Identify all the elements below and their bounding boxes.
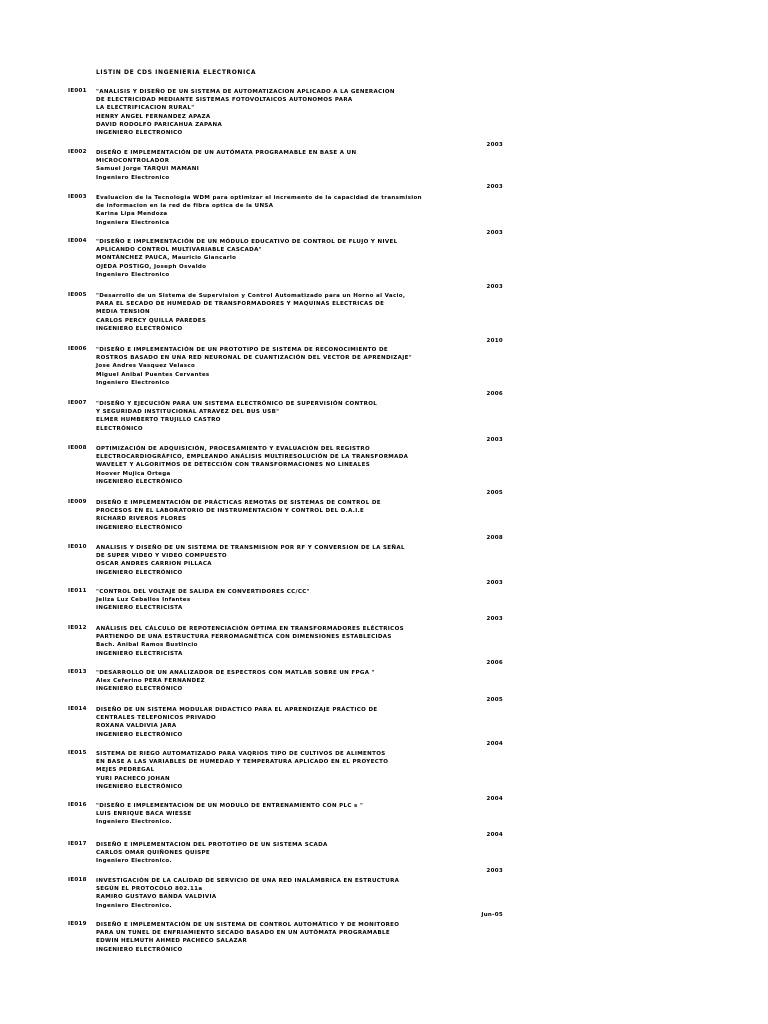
entry-line: PARA EL SECADO DE HUMEDAD DE TRANSFORMADORES Y MAQUINAS ELECTRICAS DE (96, 301, 385, 308)
entry-line: SISTEMA DE RIEGO AUTOMATIZADO PARA VAQRIOS TIPO DE CULTIVOS DE ALIMENTOS (96, 751, 386, 757)
entry-line: PROCESOS EN EL LABORATORIO DE INSTRUMENTACIÓN Y CONTROL DEL D.A.I.E (96, 508, 365, 515)
entry-line: LUIS ENRIQUE BACA WIESSE (96, 811, 192, 818)
entry-line: Hoover Mujica Ortega (96, 470, 171, 477)
entry-line: RICHARD RIVEROS FLORES (96, 516, 187, 523)
entry-code: IE002 (68, 149, 87, 155)
entry-code: IE017 (68, 841, 87, 847)
entry-text (96, 88, 395, 137)
entry-line: "DISEÑO E IMPLEMENTACIÓN DE UN MÓDULO EDUCATIVO DE CONTROL DE FLUJO Y NIVEL (96, 239, 398, 245)
entry-line: INGENIERO ELECTRÓNICO (96, 524, 183, 531)
entry-year: 2003 (486, 184, 503, 190)
entry-line: OPTIMIZACIÓN DE ADQUISICIÓN, PROCESAMIENTO Y EVALUACIÓN DEL REGISTRO (96, 446, 370, 452)
entry-text (96, 238, 397, 279)
entry-text (96, 588, 310, 613)
entry-year: 2003 (486, 868, 503, 874)
entry-line: INGENIERO ELECTRICISTA (96, 650, 183, 657)
entry-text (96, 400, 377, 433)
entry-year: 2003 (486, 616, 503, 622)
entry-year: 2005 (486, 697, 503, 703)
entry-text (96, 292, 405, 333)
entry-code: IE011 (68, 588, 87, 594)
entry-line: DISEÑO E IMPLEMENTACION DEL PROTOTIPO DE UN SISTEMA SCADA (96, 842, 328, 848)
entry-text (96, 544, 405, 577)
document-title: LISTIN DE CDS INGENIERIA ELECTRONICA (96, 69, 257, 76)
entry-text (96, 669, 375, 694)
entry-line: ELMER HUMBERTO TRUJILLO CASTRO (96, 417, 221, 424)
entry-line: ANALISIS Y DISEÑO DE UN SISTEMA DE TRANSMISION POR RF Y CONVERSION DE LA SEÑAL (96, 545, 405, 551)
entry-line: DISEÑO E IMPLEMENTACIÓN DE UN SISTEMA DE CONTROL AUTOMÁTICO Y DE MONITOREO (96, 922, 400, 928)
entry-code: IE013 (68, 669, 87, 675)
entry-text (96, 499, 381, 532)
entry-year: 2004 (486, 796, 503, 802)
entry-line: Ingeniero Electronico. (96, 819, 172, 826)
entry-code: IE007 (68, 400, 87, 406)
entry-line: Alex Ceferino PERA FERNANDEZ (96, 678, 205, 685)
entry-code: IE006 (68, 346, 87, 352)
entry-line: Ingeniera Electronica (96, 219, 170, 226)
entry-code: IE009 (68, 499, 87, 505)
entry-year: 2003 (486, 142, 503, 148)
entry-code: IE003 (68, 194, 87, 200)
entry-line: PARTIENDO DE UNA ESTRUCTURA FERROMAGNÉTICA CON DIMENSIONES ESTABLECIDAS (96, 634, 392, 641)
entry-line: Karina Lipa Mendoza (96, 211, 168, 218)
entry-year: 2010 (486, 338, 503, 344)
entry-code: IE001 (68, 88, 87, 94)
entry-line: CARLOS OMAR QUIÑONES QUISPE (96, 850, 211, 857)
entry-line: "ANALISIS Y DISEÑO DE UN SISTEMA DE AUTOMATIZACION APLICADO A LA GENERACION (96, 89, 395, 95)
entry-line: OJEDA POSTIGO, Joseph Osvaldo (96, 263, 207, 270)
entry-text (96, 841, 328, 866)
entry-line: MONTÁNCHEZ PAUCA, Mauricio Giancarlo (96, 255, 237, 262)
entry-line: INVESTIGACIÓN DE LA CALIDAD DE SERVICIO DE UNA RED INALÁMBRICA EN ESTRUCTURA (96, 878, 400, 884)
entry-code: IE010 (68, 544, 87, 550)
entry-line: WAVELET Y ALGORITMOS DE DETECCIÓN CON TRANSFORMACIONES NO LINEALES (96, 462, 371, 469)
entry-line: INGENIERO ELECTRÓNICO (96, 325, 183, 332)
entry-year: 2005 (486, 490, 503, 496)
entry-line: Evaluacion de la Tecnologia WDM para optimizar el incremento de la capacidad de transmision (96, 195, 422, 201)
entry-line: ROXANA VALDIVIA JARA (96, 723, 177, 730)
entry-line: Ingeniero Electronico. (96, 902, 172, 909)
entry-line: de informacion en la red de fibra optica de la UNSA (96, 203, 274, 210)
entry-line: Ingeniero Electronico (96, 271, 170, 278)
entry-year: 2003 (486, 437, 503, 443)
entry-line: ROSTROS BASADO EN UNA RED NEURONAL DE CUANTIZACIÓN DEL VECTOR DE APRENDIZAJE" (96, 355, 412, 362)
entry-year: Jun-05 (481, 912, 503, 918)
entry-line: INGENIERO ELECTRÓNICO (96, 731, 183, 738)
entry-line: CARLOS PERCY QUILLA PAREDES (96, 317, 207, 324)
entry-line: ANÁLISIS DEL CÁLCULO DE REPOTENCIACIÓN ÓPTIMA EN TRANSFORMADORES ELÉCTRICOS (96, 626, 404, 632)
entry-line: Miguel Anibal Puentes Cervantes (96, 371, 210, 378)
entry-text (96, 149, 356, 182)
entry-line: "Desarrollo de un Sistema de Supervision y Control Automatizado para un Horno al Vacio, (96, 293, 406, 299)
entry-text (96, 194, 422, 227)
entry-code: IE012 (68, 625, 87, 631)
entry-line: MEDIA TENSION (96, 309, 150, 316)
entry-text (96, 346, 412, 387)
entry-code: IE016 (68, 802, 87, 808)
entry-line: ELECTROCARDIOGRÁFICO, EMPLEANDO ANÁLISIS MULTIRESOLUCIÓN DE LA TRANSFORMADA (96, 454, 409, 461)
entry-line: INGENIERO ELECTRONICO (96, 130, 183, 137)
entry-line: EN BASE A LAS VARIABLES DE HUMEDAD Y TEMPERATURA APLICADO EN EL PROYECTO (96, 759, 389, 766)
entry-year: 2006 (486, 391, 503, 397)
entry-line: "DISEÑO E IMPLEMENTACION DE UN MODULO DE ENTRENAMIENTO CON PLC s " (96, 803, 364, 809)
entry-line: Ingeniero Electronico (96, 379, 170, 386)
entry-text (96, 706, 377, 739)
entry-line: LA ELECTRIFICACION RURAL" (96, 105, 195, 112)
entry-code: IE004 (68, 238, 87, 244)
entry-line: DAVID RODOLFO PARICAHUA ZAPANA (96, 121, 223, 128)
entry-line: DISEÑO E IMPLEMENTACIÓN DE PRÁCTICAS REMOTAS DE SISTEMAS DE CONTROL DE (96, 500, 381, 506)
entry-line: "DISEÑO Y EJECUCIÓN PARA UN SISTEMA ELECTRÓNICO DE SUPERVISIÓN CONTROL (96, 401, 378, 407)
entry-line: Bach. Anibal Ramos Bustincio (96, 642, 198, 649)
entry-line: DE SUPER VIDEO Y VIDEO COMPUESTO (96, 553, 227, 560)
entry-code: IE019 (68, 921, 87, 927)
entry-line: INGENIERO ELECTRÓNICO (96, 946, 183, 953)
entry-text (96, 877, 399, 910)
entry-year: 2003 (486, 230, 503, 236)
entry-line: INGENIERO ELECTRICISTA (96, 605, 183, 612)
entry-line: CENTRALES TELEFONICOS PRIVADO (96, 715, 217, 722)
entry-line: HENRY ANGEL FERNANDEZ APAZA (96, 113, 211, 120)
entry-line: OSCAR ANDRES CARRION PILLACA (96, 561, 212, 568)
entry-text (96, 445, 408, 486)
entry-line: INGENIERO ELECTRÓNICO (96, 686, 183, 693)
entry-line: APLICANDO CONTROL MULTIVARIABLE CASCADA" (96, 247, 262, 254)
entry-line: YURI PACHECO JOHAN (96, 775, 170, 782)
entry-year: 2004 (486, 741, 503, 747)
entry-line: Ingeniero Electronico (96, 174, 170, 181)
entry-line: DISEÑO DE UN SISTEMA MODULAR DIDACTICO PARA EL APRENDIZAJE PRÁCTICO DE (96, 707, 378, 713)
entry-line: Jeliza Luz Ceballos Infantes (96, 597, 191, 604)
entry-code: IE008 (68, 445, 87, 451)
entry-line: Samuel Jorge TARQUI MAMANI (96, 166, 200, 173)
entry-line: "CONTROL DEL VOLTAJE DE SALIDA EN CONVERTIDORES CC/CC" (96, 589, 310, 595)
entry-line: INGENIERO ELECTRÓNICO (96, 478, 183, 485)
entry-line: EDWIN HELMUTH AHMED PACHECO SALAZAR (96, 938, 248, 945)
entry-code: IE015 (68, 750, 87, 756)
entry-line: "DISEÑO E IMPLEMENTACIÓN DE UN PROTOTIPO DE SISTEMA DE RECONOCIMIENTO DE (96, 347, 388, 353)
entry-year: 2008 (486, 535, 503, 541)
entry-text (96, 802, 363, 827)
entry-code: IE005 (68, 292, 87, 298)
entry-line: DE ELECTRICIDAD MEDIANTE SISTEMAS FOTOVOLTAICOS AUTONOMOS PARA (96, 97, 353, 104)
entry-line: PARA UN TUNEL DE ENFRIAMIENTO SECADO BASADO EN UN AUTÓMATA PROGRAMABLE (96, 930, 390, 937)
entry-text (96, 750, 388, 791)
entry-year: 2003 (486, 284, 503, 290)
entry-line: ELECTRÓNICO (96, 425, 143, 432)
entry-line: SEGÚN EL PROTOCOLO 802.11a (96, 886, 203, 893)
entry-year: 2006 (486, 660, 503, 666)
entry-code: IE018 (68, 877, 87, 883)
entry-line: Y SEGURIDAD INSTITUCIONAL ATRAVEZ DEL BUS USB" (96, 409, 280, 416)
entry-text (96, 625, 404, 658)
entry-line: DISEÑO E IMPLEMENTACIÓN DE UN AUTÓMATA PROGRAMABLE EN BASE A UN (96, 150, 357, 156)
entry-line: MICROCONTROLADOR (96, 158, 170, 165)
entry-line: INGENIERO ELECTRÓNICO (96, 783, 183, 790)
entry-line: Jose Andres Vasquez Velasco (96, 363, 196, 370)
entry-line: MEJES PEDREGAL (96, 767, 155, 774)
entry-year: 2004 (486, 832, 503, 838)
entry-line: "DESARROLLO DE UN ANALIZADOR DE ESPECTROS CON MATLAB SOBRE UN FPGA " (96, 670, 375, 676)
entry-year: 2003 (486, 580, 503, 586)
entry-line: Ingeniero Electronico. (96, 858, 172, 865)
entry-text (96, 921, 399, 954)
entry-code: IE014 (68, 706, 87, 712)
entry-line: RAMIRO GUSTAVO BANDA VALDIVIA (96, 894, 217, 901)
entry-line: INGENIERO ELECTRÓNICO (96, 569, 183, 576)
